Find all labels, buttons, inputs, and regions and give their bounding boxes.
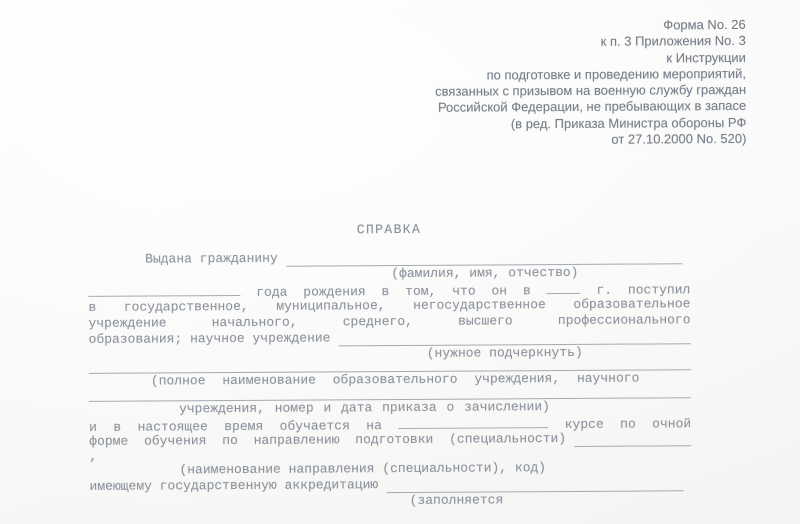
form-ref-line-4: по подготовке и проведению мероприятий, [486,65,747,83]
form-ref-line-7: (в ред. Приказа Министра обороны РФ [510,114,747,132]
document-body [88,249,692,512]
form-ref-line-6: Российской Федерации, не пребывающих в запасе [437,98,747,116]
current-course-text: и в настоящее время обучается на [89,418,382,436]
institution-name-caption-2: учреждения, номер и дата приказа о зачислении) [179,399,550,417]
accreditation-blank [386,476,683,494]
birth-year-blank [88,283,240,297]
document-title: СПРАВКА [356,222,422,238]
specialty-blank [574,431,691,448]
course-number-blank [398,415,548,429]
form-ref-line-2: к п. 3 Приложения No. 3 [600,33,746,50]
form-reference-block [0,0,799,152]
full-time-text: курсе по очной [564,416,692,433]
line-education-levels: учреждение начального, среднего, высшего профессионального [88,312,691,332]
underline-instruction-caption: (нужное подчеркнуть) [426,345,583,362]
birth-year-text: года рождения в том, что он в [256,283,531,301]
scientific-institution-blank [338,329,690,347]
enrolled-text: г. поступил [596,282,691,299]
scientific-institution-label: образования; научное учреждение [88,330,331,348]
accreditation-label: имеющему государственную аккредитацию [89,477,379,495]
institution-name-caption-1: (полное наименование образовательного учреждения, научного [150,370,640,389]
specialty-label: форме обучения по направлению подготовки (специальности) [89,431,567,450]
paragraph-indent [88,252,137,268]
enroll-year-blank [547,281,581,294]
form-ref-line-8: от 27.10.2000 No. 520) [611,130,747,147]
trailing-comma: , [89,449,98,465]
issued-to-label: Выдана гражданину [145,251,278,267]
fio-blank-line [286,249,682,267]
form-ref-line-3: к Инструкции [666,49,746,65]
form-ref-line-5: связанных с призывом на военную службу граждан [435,82,747,99]
line-institution-types: в государственное, муниципальное, негосударственное образовательное [88,296,691,316]
filled-by-caption: (заполняется [409,492,504,509]
form-ref-line-1: Форма No. 26 [663,16,746,33]
specialty-caption: (наименование направления (специальности), код) [179,460,547,478]
fio-caption: (фамилия, имя, отчество) [391,265,579,282]
